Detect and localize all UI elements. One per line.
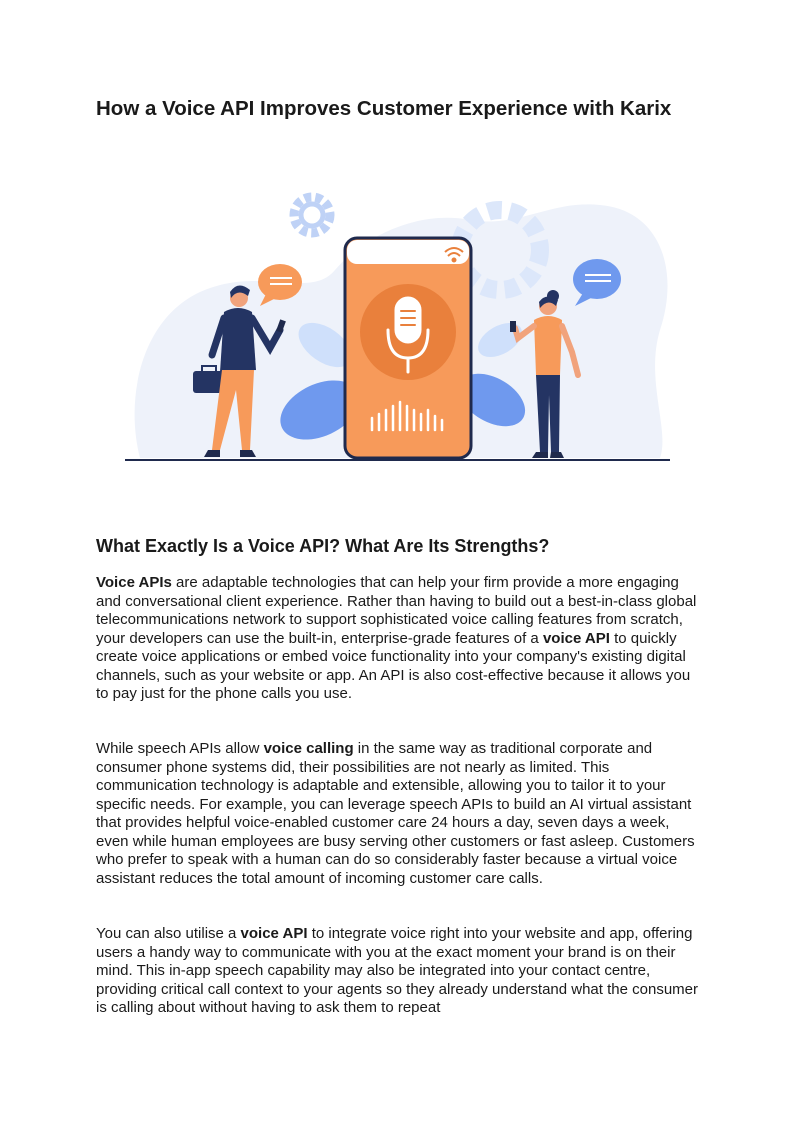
paragraph-text: You can also utilise a: [96, 925, 241, 942]
paragraph-text: are adaptable technologies that can help your firm provide a more engaging and conversational client experience. Rather than having to build out a best-in-class global telecommunications network to support sophisticated voice calling features from scratch, your developers can use the built-in, enterprise-grade features of a: [96, 574, 697, 647]
gear-icon: [294, 197, 330, 233]
voice-api-illustration: [120, 180, 680, 470]
smartphone-icon: [345, 238, 471, 458]
bold-term: voice API: [240, 925, 308, 942]
section-heading: What Exactly Is a Voice API? What Are Its Strengths?: [96, 536, 550, 556]
paragraph-integration: [96, 925, 706, 1018]
paragraph-voice-apis: [96, 574, 706, 704]
paragraph-text: to quickly create voice applications or embed voice functionality into your company's existing digital channels, such as your website or app. An API is also cost-effective because it allows you to pay just for the phone calls you use.: [96, 629, 691, 702]
paragraph-text: While speech APIs allow: [96, 740, 264, 757]
bold-term: voice calling: [263, 740, 354, 757]
paragraph-text: in the same way as traditional corporate and consumer phone systems did, their possibilities are not nearly as limited. This communication technology is adaptable and extensible, allowing you to tailor it to your specific needs. For example, you can leverage speech APIs to build an AI virtual assistant that provides helpful voice-enabled customer care 24 hours a day, seven days a week, even while human employees are busy serving other customers or fast asleep. Customers who prefer to speak with a human can do so considerably faster because a virtual voice assistant reduces the total amount of incoming customer care calls.: [96, 740, 695, 887]
page-title: How a Voice API Improves Customer Experience with Karix: [96, 97, 672, 120]
paragraph-speech-apis: [96, 740, 706, 888]
bold-term: voice API: [542, 629, 610, 647]
paragraph-text: to integrate voice right into your website and app, offering users a handy way to communicate with you at the exact moment your brand is on their mind. This in-app speech capability may also be integrated into your contact centre, providing critical call context to your agents so they already understand what the consumer is calling about without having to ask them to repeat: [96, 925, 698, 1016]
bold-term: Voice APIs: [96, 574, 172, 591]
